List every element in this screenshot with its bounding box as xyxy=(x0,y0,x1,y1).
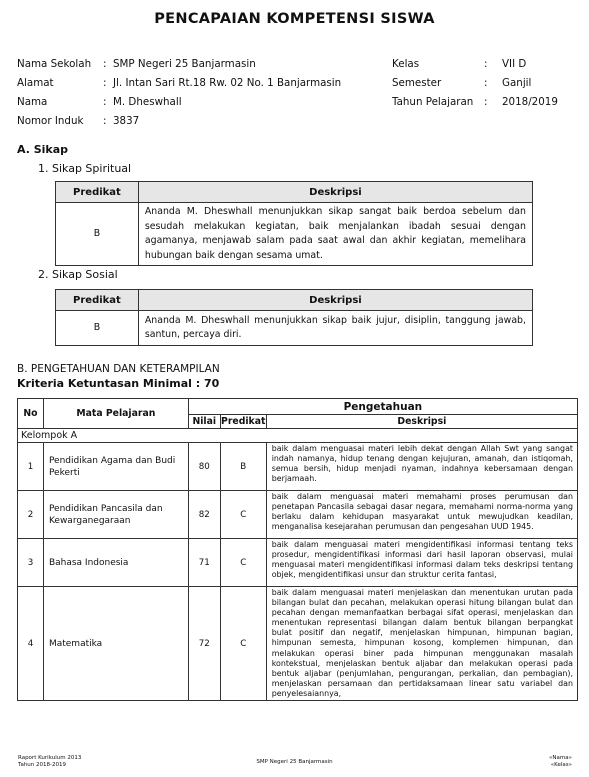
row-no: 4 xyxy=(18,587,44,701)
col-predikat: Predikat xyxy=(221,416,266,427)
section-heading-sikap: A. Sikap xyxy=(17,143,69,156)
info-value: VII D xyxy=(502,58,527,70)
predikat-value: B xyxy=(56,311,139,346)
info-value: M. Dheswhall xyxy=(113,96,182,108)
table-row xyxy=(56,311,533,346)
col-no: No xyxy=(18,399,44,429)
col-predikat: Predikat xyxy=(56,182,139,203)
info-key: Nama xyxy=(17,96,48,108)
row-mapel: Pendidikan Agama dan Budi Pekerti xyxy=(43,443,188,491)
info-sep: : xyxy=(484,96,488,108)
row-mapel: Matematika xyxy=(43,587,188,701)
footer-class-placeholder: «Kelas» xyxy=(550,762,572,768)
sikap-spiritual-table xyxy=(55,181,533,266)
info-value: SMP Negeri 25 Banjarmasin xyxy=(113,58,256,70)
info-value: 3837 xyxy=(113,115,140,127)
col-deskripsi: Deskripsi xyxy=(266,415,577,429)
predikat-value: B xyxy=(56,203,139,266)
info-row-semester xyxy=(392,74,558,93)
col-deskripsi: Deskripsi xyxy=(138,182,532,203)
info-row-student-number xyxy=(17,112,341,131)
info-sep: : xyxy=(103,115,107,127)
table-row xyxy=(18,491,578,539)
info-row-school xyxy=(17,55,341,74)
info-key: Alamat xyxy=(17,77,54,89)
info-sep: : xyxy=(484,58,488,70)
footer-name-placeholder: «Nama» xyxy=(549,755,572,761)
table-row xyxy=(18,539,578,587)
col-deskripsi: Deskripsi xyxy=(138,290,532,311)
group-label: Kelompok A xyxy=(18,429,578,443)
table-header-row xyxy=(18,399,578,415)
row-predikat: C xyxy=(220,491,266,539)
deskripsi-value: Ananda M. Dheswhall menunjukkan sikap sangat baik berdoa sebelum dan sesudah melakukan kegiatan, baik menjalankan ibadah sesuai dengan agamanya, menjawab salam pada saat awal dan akhir kegiatan, memelihara hubungan baik dengan sesama umat. xyxy=(138,203,532,266)
row-nilai: 71 xyxy=(188,539,220,587)
row-nilai: 80 xyxy=(188,443,220,491)
footer-school: SMP Negeri 25 Banjarmasin xyxy=(256,759,333,765)
footer-right xyxy=(549,755,572,769)
info-value: Jl. Intan Sari Rt.18 Rw. 02 No. 1 Banjarmasin xyxy=(113,77,342,89)
row-nilai: 72 xyxy=(188,587,220,701)
info-sep: : xyxy=(103,96,107,108)
table-row xyxy=(18,443,578,491)
row-deskripsi: baik dalam menguasai materi memahami proses perumusan dan penetapan Pancasila sebagai dasar negara, memahami norma-norma yang berlaku dalam kehidupan masyarakat untuk mewujudkan keadilan, menganalisa kesejarahan perumusan dan pengesahan UUD 1945. xyxy=(266,491,577,539)
footer-year: Tahun 2018-2019 xyxy=(18,762,67,768)
info-key: Tahun Pelajaran xyxy=(392,96,474,108)
info-row-class xyxy=(392,55,558,74)
col-group-pengetahuan: Pengetahuan xyxy=(188,399,577,415)
subsection-heading-sosial: 2. Sikap Sosial xyxy=(38,268,118,281)
student-info-right xyxy=(392,55,558,112)
info-row-address xyxy=(17,74,341,93)
info-sep: : xyxy=(103,58,107,70)
row-no: 1 xyxy=(18,443,44,491)
subsection-heading-spiritual: 1. Sikap Spiritual xyxy=(38,162,132,175)
row-mapel: Bahasa Indonesia xyxy=(43,539,188,587)
col-predikat: Predikat xyxy=(56,290,139,311)
info-key: Kelas xyxy=(392,58,420,70)
info-key: Semester xyxy=(392,77,442,89)
info-key: Nomor Induk xyxy=(17,115,84,127)
row-mapel: Pendidikan Pancasila dan Kewarganegaraan xyxy=(43,491,188,539)
pengetahuan-table xyxy=(17,398,578,701)
student-info-left xyxy=(17,55,341,131)
row-deskripsi: baik dalam menguasai materi menjelaskan dan menentukan urutan pada bilangan bulat dan pecahan, melakukan operasi hitung bilangan bulat dan pecahan dengan memanfaatkan berbagai sifat operasi, menjelaskan dan menentukan representasi bilangan dalam bentuk bilangan berpangkat bulat positif dan negatif, menjelaskan himpunan, himpunan bagian, himpunan semesta, himpunan kosong, komplemen himpunan, dan melakukan operasi biner pada himpunan menggunakan masalah kontekstual, menjelaskan bentuk aljabar dan melakukan operasi pada bentuk aljabar (penjumlahan, pengurangan, perkalian, dan pembagian), menjelaskan persamaan dan pertidaksamaan linear satu variabel dan penyelesaiannya, xyxy=(266,587,577,701)
info-value: 2018/2019 xyxy=(502,96,558,108)
sikap-sosial-table xyxy=(55,289,533,346)
col-nilai: Nilai xyxy=(188,415,220,429)
page-title: PENCAPAIAN KOMPETENSI SISWA xyxy=(154,11,435,27)
table-header-row xyxy=(56,182,533,203)
col-mapel: Mata Pelajaran xyxy=(43,399,188,429)
info-key: Nama Sekolah xyxy=(17,58,92,70)
info-sep: : xyxy=(103,77,107,89)
section-heading-pengetahuan: B. PENGETAHUAN DAN KETERAMPILAN xyxy=(17,363,220,375)
info-sep: : xyxy=(484,77,488,89)
row-deskripsi: baik dalam menguasai materi lebih dekat dengan Allah Swt yang sangat indah namanya, hidup tenang dengan kejujuran, amanah, dan istiqomah, semua bersih, hidup menjadi nyaman, indahnya kebersamaan dengan berjamaah. xyxy=(266,443,577,491)
row-predikat: C xyxy=(220,539,266,587)
row-predikat: B xyxy=(220,443,266,491)
info-row-academic-year xyxy=(392,93,558,112)
table-row xyxy=(18,587,578,701)
footer-curriculum: Raport Kurikulum 2013 xyxy=(18,755,82,761)
deskripsi-value: Ananda M. Dheswhall menunjukkan sikap baik jujur, disiplin, tanggung jawab, santun, percaya diri. xyxy=(138,311,532,346)
table-row xyxy=(56,203,533,266)
info-value: Ganjil xyxy=(502,77,532,89)
info-row-name xyxy=(17,93,341,112)
row-deskripsi: baik dalam menguasai materi mengidentifikasi informasi tentang teks prosedur, mengidentifikasi informasi dari hasil laporan observasi, mulai menguasai materi mengidentifikasi informasi dalam teks deskripsi tentang objek, mengidentifikasi unsur dan struktur cerita fantasi, xyxy=(266,539,577,587)
row-no: 2 xyxy=(18,491,44,539)
row-nilai: 82 xyxy=(188,491,220,539)
kkm-label: Kriteria Ketuntasan Minimal : 70 xyxy=(17,377,220,390)
table-header-row xyxy=(56,290,533,311)
row-no: 3 xyxy=(18,539,44,587)
row-predikat: C xyxy=(220,587,266,701)
group-row xyxy=(18,429,578,443)
